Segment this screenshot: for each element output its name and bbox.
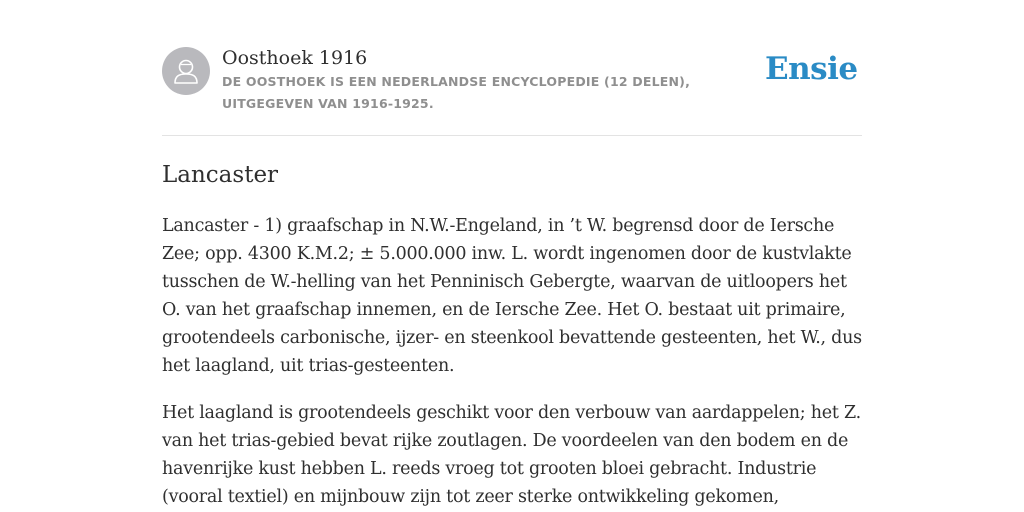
entry-body: [162, 212, 862, 512]
header-divider: [162, 135, 862, 136]
page: [162, 0, 862, 512]
entry-title: Lancaster: [162, 162, 279, 188]
source-description: DE OOSTHOEK IS EEN NEDERLANDSE ENCYCLOPEDIE (12 DELEN), UITGEGEVEN VAN 1916-1925.: [222, 74, 691, 111]
source-header: [162, 46, 862, 136]
source-avatar[interactable]: [162, 47, 210, 95]
ensie-logo-link[interactable]: Ensie: [765, 51, 858, 87]
entry-paragraph: Lancaster - 1) graafschap in N.W.-Engeland, in ’t W. begrensd door de Iersche Zee; opp. 4300 K.M.2; ± 5.000.000 inw. L. wordt ingenomen door de kustvlakte tusschen de W.-helling van het Penninisch Gebergte, waarvan de uitloopers het O. van het graafschap innemen, en de Iersche Zee. Het O. bestaat uit primaire, grootendeels carbonische, ijzer- en steenkool bevattende gesteenten, het W., dus het laagland, uit trias-gesteenten.: [162, 216, 862, 376]
user-avatar-icon: [162, 47, 210, 95]
source-title[interactable]: Oosthoek 1916: [222, 47, 368, 69]
entry-paragraph: Het laagland is grootendeels geschikt voor den verbouw van aardappelen; het Z. van het trias-gebied bevat rijke zoutlagen. De voordeelen van den bodem en de havenrijke kust hebben L. reeds vroeg tot grooten bloei gebracht. Industrie (vooral textiel) en mijnbouw zijn tot zeer sterke ontwikkeling gekomen,: [162, 403, 861, 507]
